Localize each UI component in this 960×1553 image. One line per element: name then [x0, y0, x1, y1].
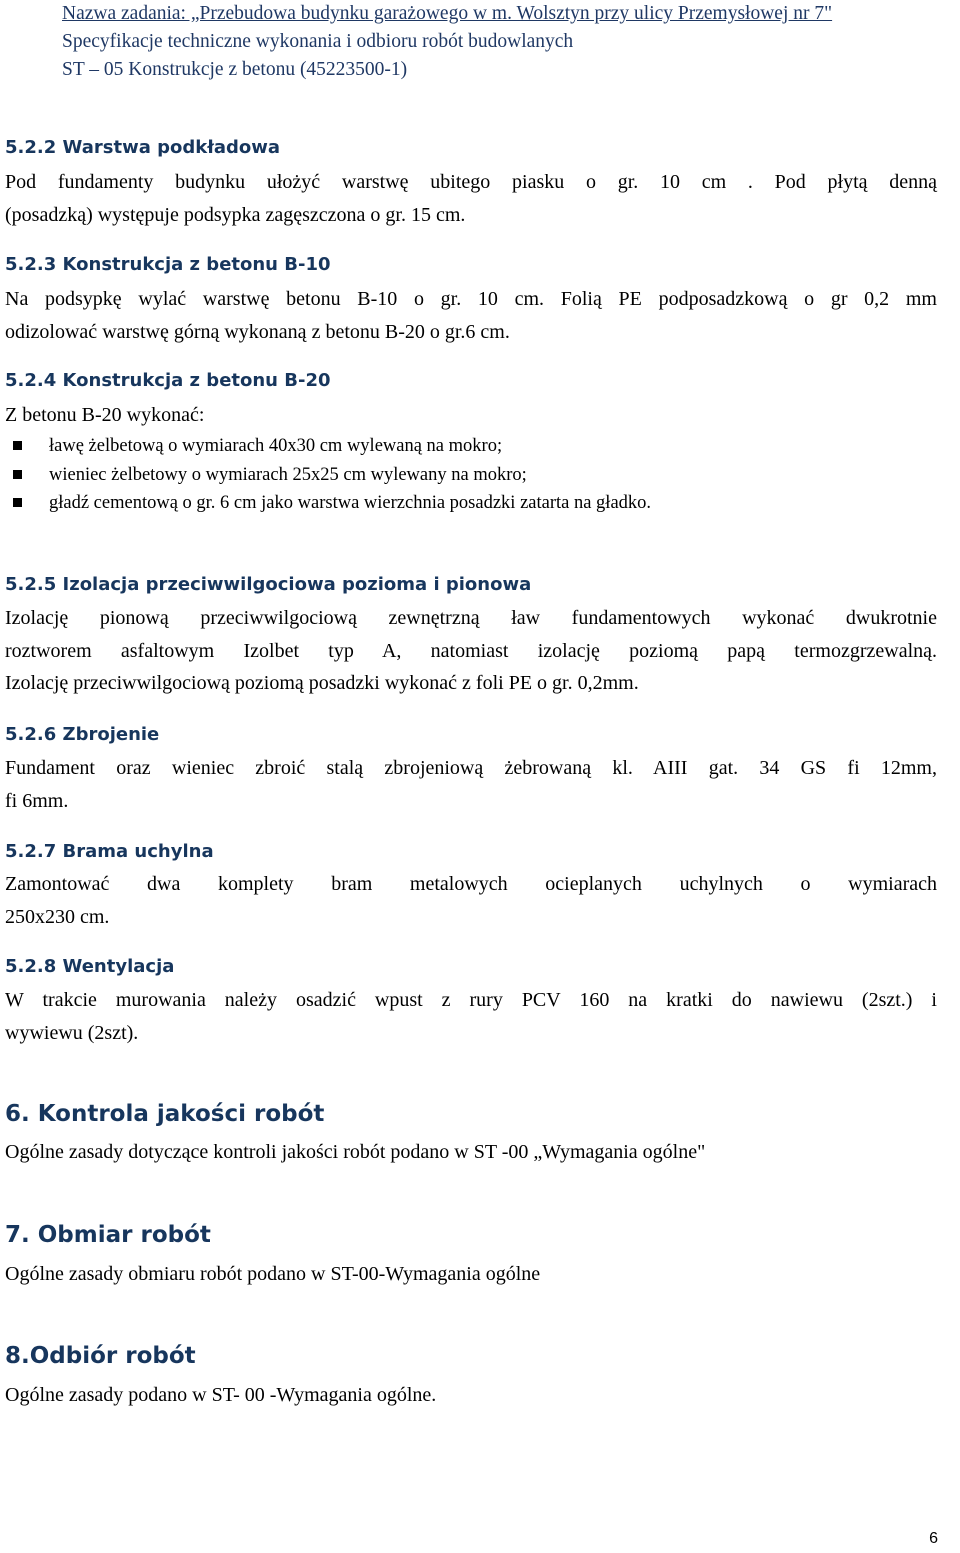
heading-5-2-2: 5.2.2 Warstwa podkładowa [5, 137, 281, 158]
paragraph-line: W trakcie murowania należy osadzić wpust z rury PCV 160 na kratki do nawiewu (2szt.) i [5, 989, 937, 1011]
construction-items-list [5, 432, 905, 518]
paragraph-line: roztworem asfaltowym Izolbet typ A, natomiast izolację poziomą papą termozgrzewalną. [5, 639, 937, 662]
heading-5-2-8: 5.2.8 Wentylacja [5, 956, 175, 977]
heading-5-2-7: 5.2.7 Brama uchylna [5, 841, 214, 862]
paragraph-7 [5, 1258, 937, 1291]
paragraph-line: Z betonu B-20 wykonać: [5, 404, 205, 426]
paragraph-6 [5, 1136, 937, 1169]
paragraph-5-2-4-intro [5, 399, 937, 432]
square-bullet-icon [13, 441, 22, 450]
paragraph-line: Fundament oraz wieniec zbroić stalą zbrojeniową żebrowaną kl. AIII gat. 34 GS fi 12mm, [5, 757, 937, 779]
list-item [5, 432, 905, 461]
paragraph-line: Izolację pionową przeciwwilgociową zewnętrzną ław fundamentowych wykonać dwukrotnie [5, 607, 937, 629]
heading-6-quality-control: 6. Kontrola jakości robót [5, 1101, 325, 1127]
heading-5-2-3: 5.2.3 Konstrukcja z betonu B-10 [5, 254, 331, 275]
square-bullet-icon [13, 470, 22, 479]
list-item-text: gładź cementową o gr. 6 cm jako warstwa wierzchnia posadzki zatarta na gładko. [49, 493, 652, 513]
paragraph-line: odizolować warstwę górną wykonaną z betonu B-20 o gr.6 cm. [5, 320, 510, 343]
page-number: 6 [929, 1530, 938, 1547]
heading-8-acceptance: 8.Odbiór robót [5, 1343, 196, 1369]
list-item-text: ławę żelbetową o wymiarach 40x30 cm wylewaną na mokro; [49, 436, 503, 456]
heading-7-measurement: 7. Obmiar robót [5, 1222, 211, 1248]
header-task-name: Nazwa zadania: „Przebudowa budynku garażowego w m. Wolsztyn przy ulicy Przemysłowej nr 7" [62, 3, 833, 24]
paragraph-line: Izolację przeciwwilgociową poziomą posadzki wykonać z foli PE o gr. 0,2mm. [5, 672, 639, 694]
paragraph-line: Zamontować dwa komplety bram metalowych ocieplanych uchylnych o wymiarach [5, 873, 937, 895]
paragraph-line: Ogólne zasady dotyczące kontroli jakości robót podano w ST -00 „Wymagania ogólne" [5, 1141, 706, 1163]
paragraph-line: 250x230 cm. [5, 905, 110, 928]
square-bullet-icon [13, 498, 22, 507]
paragraph-5-2-2 [5, 166, 937, 231]
paragraph-line: Ogólne zasady podano w ST- 00 -Wymagania ogólne. [5, 1384, 437, 1406]
heading-5-2-5: 5.2.5 Izolacja przeciwwilgociowa pozioma i pionowa [5, 574, 532, 595]
document-header [62, 0, 942, 84]
heading-5-2-4: 5.2.4 Konstrukcja z betonu B-20 [5, 370, 331, 391]
paragraph-5-2-3 [5, 283, 937, 348]
paragraph-line: Na podsypkę wylać warstwę betonu B-10 o gr. 10 cm. Folią PE podposadzkową o gr 0,2 mm [5, 288, 937, 310]
header-spec-title: Specyfikacje techniczne wykonania i odbioru robót budowlanych [62, 31, 574, 52]
paragraph-line: fi 6mm. [5, 789, 69, 812]
paragraph-8 [5, 1379, 937, 1412]
paragraph-5-2-7 [5, 868, 937, 933]
list-item-text: wieniec żelbetowy o wymiarach 25x25 cm wylewany na mokro; [49, 464, 527, 485]
paragraph-5-2-8 [5, 984, 937, 1049]
paragraph-line: wywiewu (2szt). [5, 1021, 139, 1044]
paragraph-5-2-5 [5, 602, 937, 700]
paragraph-line: Pod fundamenty budynku ułożyć warstwę ubitego piasku o gr. 10 cm . Pod płytą denną [5, 171, 937, 193]
paragraph-line: Ogólne zasady obmiaru robót podano w ST-00-Wymagania ogólne [5, 1263, 541, 1285]
heading-5-2-6: 5.2.6 Zbrojenie [5, 724, 160, 745]
list-item [5, 489, 905, 518]
list-item [5, 461, 905, 490]
paragraph-line: (posadzką) występuje podsypka zagęszczona o gr. 15 cm. [5, 203, 466, 226]
paragraph-5-2-6 [5, 752, 937, 817]
header-st-code: ST – 05 Konstrukcje z betonu (45223500-1) [62, 59, 408, 80]
